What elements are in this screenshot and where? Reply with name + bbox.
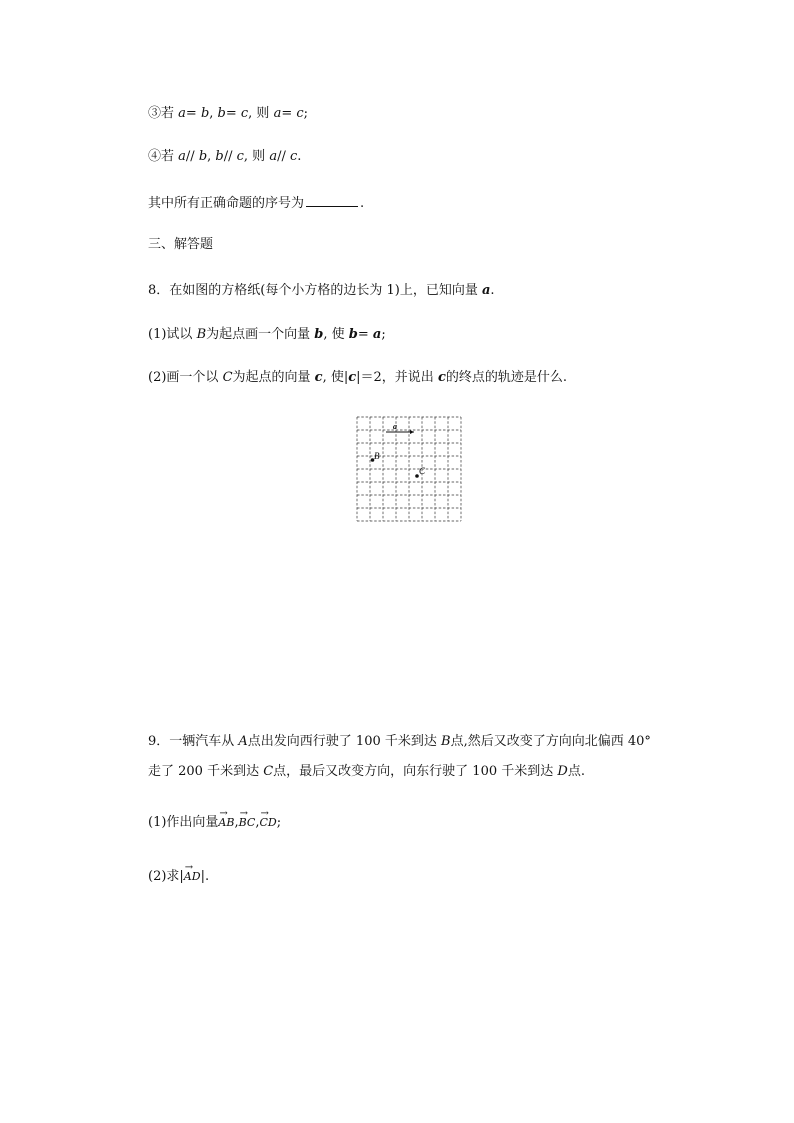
vector-CD: → CD bbox=[259, 812, 276, 828]
section-title: 三、解答题 bbox=[148, 237, 214, 252]
grid-lines bbox=[357, 417, 461, 521]
label-a: a bbox=[393, 422, 397, 431]
vector-AD: → AD bbox=[184, 866, 201, 882]
q9-line2: 走了 200 千米到达 C点，最后又改变方向，向东行驶了 100 千米到达 D点. bbox=[148, 764, 585, 779]
vector-AB: → AB bbox=[218, 812, 234, 828]
q9-part2: (2)求|→ AD|. bbox=[148, 866, 209, 885]
answer-blank[interactable] bbox=[306, 194, 358, 207]
vector-BC: → BC bbox=[239, 812, 256, 828]
q9-part1: (1)作出向量→ AB,→ BC,→ CD; bbox=[148, 812, 281, 831]
grid-svg bbox=[355, 415, 465, 525]
proposition-4: ④若 a// b, b// c, 则 a// c. bbox=[148, 149, 302, 164]
label-B: B bbox=[374, 451, 380, 461]
q8-stem: 8．在如图的方格纸(每个小方格的边长为 1)上，已知向量 a. bbox=[148, 283, 495, 298]
grid-figure bbox=[355, 415, 465, 529]
label-C: C bbox=[419, 466, 426, 476]
fill-in-question: 其中所有正确命题的序号为 . bbox=[148, 196, 365, 211]
q8-part1: (1)试以 B为起点画一个向量 b, 使 b= a; bbox=[148, 327, 386, 342]
vector-a-arrowhead bbox=[410, 430, 414, 434]
proposition-3: ③若 a= b, b= c, 则 a= c; bbox=[148, 106, 309, 121]
q9-line1: 9．一辆汽车从 A点出发向西行驶了 100 千米到达 B点,然后又改变了方向向北偏西 40° bbox=[148, 734, 651, 749]
q8-part2: (2)画一个以 C为起点的向量 c, 使|c|＝2，并说出 c的终点的轨迹是什么. bbox=[148, 370, 568, 385]
